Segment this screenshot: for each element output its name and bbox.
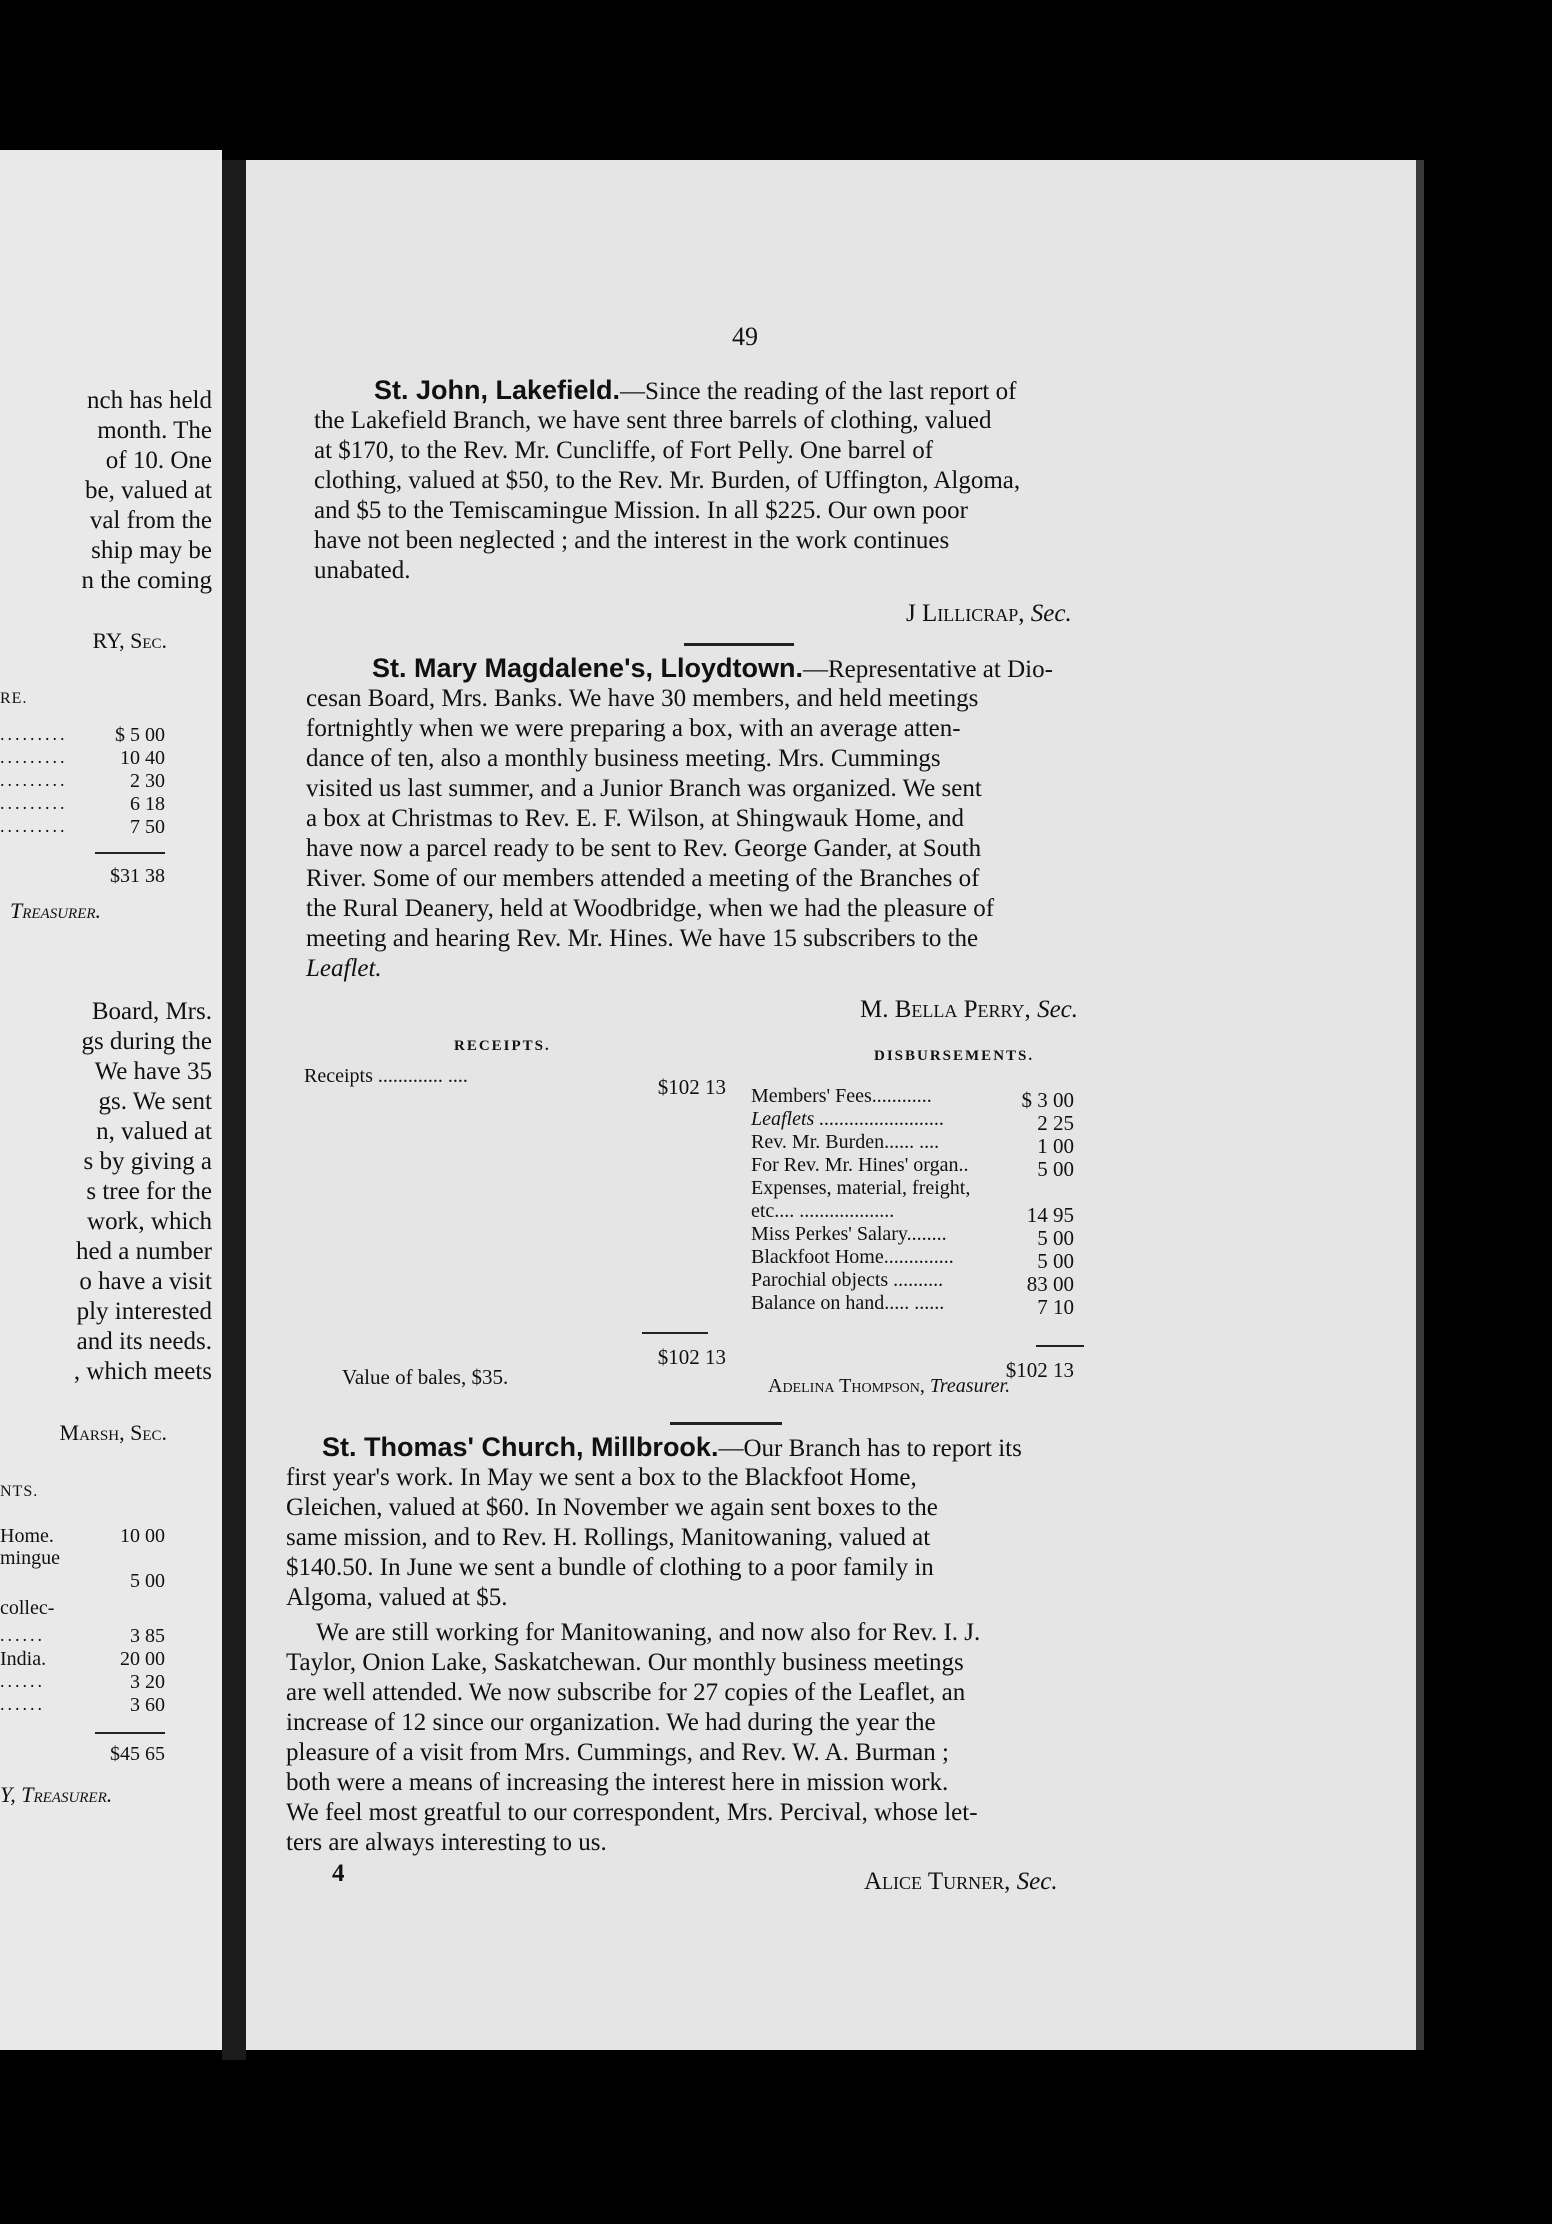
section-divider xyxy=(684,643,794,646)
paragraph-line: Leaflet. xyxy=(306,955,382,982)
disbursement-amount: 2 25 xyxy=(1037,1111,1074,1135)
left-total: $31 38 xyxy=(110,865,165,887)
paragraph-line: at $170, to the Rev. Mr. Cuncliffe, of Fort Pelly. One barrel of xyxy=(314,437,934,464)
disbursements-total: $102 13 xyxy=(1005,1358,1074,1382)
disbursement-label: Members' Fees............ xyxy=(751,1085,932,1107)
paragraph-line: the Lakefield Branch, we have sent three barrels of clothing, valued xyxy=(314,407,992,434)
left-page-fragment xyxy=(0,150,222,2050)
disbursement-amount: 5 00 xyxy=(1037,1157,1074,1181)
disbursement-amount: 14 95 xyxy=(1026,1203,1074,1227)
left-rule xyxy=(95,1732,165,1734)
signature-mark: 4 xyxy=(332,1860,345,1887)
signature xyxy=(906,600,1072,628)
page-gutter xyxy=(222,160,246,2060)
paragraph-line: ters are always interesting to us. xyxy=(286,1829,607,1856)
disbursement-label: For Rev. Mr. Hines' organ.. xyxy=(751,1154,969,1176)
left-amount: $ 5 00 xyxy=(115,724,165,746)
receipts-row-amount: $102 13 xyxy=(657,1075,726,1099)
left-line: s by giving a xyxy=(83,1148,212,1175)
section-divider xyxy=(670,1422,782,1425)
receipts-heading: RECEIPTS. xyxy=(454,1038,551,1054)
paragraph-line: cesan Board, Mrs. Banks. We have 30 members, and held meetings xyxy=(306,685,979,712)
left-line: o have a visit xyxy=(79,1268,212,1295)
left-item: ...... xyxy=(0,1694,45,1714)
left-treasurer: Treasurer. xyxy=(10,898,102,923)
left-amount: 2 30 xyxy=(130,770,165,792)
left-line: gs. We sent xyxy=(98,1088,212,1115)
left-line: be, valued at xyxy=(84,477,212,504)
left-line: nch has held xyxy=(87,387,212,414)
paragraph-line: $140.50. In June we sent a bundle of clothing to a poor family in xyxy=(286,1554,934,1581)
left-line: s tree for the xyxy=(86,1178,212,1205)
left-item: India. xyxy=(0,1648,47,1670)
disbursement-label: Miss Perkes' Salary........ xyxy=(751,1223,947,1245)
left-line: month. The xyxy=(97,417,212,444)
left-amount: 3 20 xyxy=(130,1671,165,1693)
left-treasurer: Y, Treasurer. xyxy=(0,1782,113,1807)
disbursement-amount: 1 00 xyxy=(1037,1134,1074,1158)
paragraph-line: are well attended. We now subscribe for 27 copies of the Leaflet, an xyxy=(286,1679,966,1706)
receipts-row-label: Receipts ............. .... xyxy=(304,1065,468,1087)
paragraph-line: both were a means of increasing the interest here in mission work. xyxy=(286,1769,949,1796)
left-line: hed a number xyxy=(75,1238,212,1265)
left-dots: ......... xyxy=(0,793,68,813)
left-dots: ......... xyxy=(0,724,68,744)
paragraph-line: Taylor, Onion Lake, Saskatchewan. Our monthly business meetings xyxy=(286,1649,964,1676)
left-amount: 6 18 xyxy=(130,793,165,815)
section-st-mary xyxy=(372,653,1053,684)
left-line: , which meets xyxy=(73,1358,212,1385)
left-line: and its needs. xyxy=(76,1328,212,1355)
left-amount: 10 00 xyxy=(120,1525,165,1547)
disbursement-label: Rev. Mr. Burden...... .... xyxy=(751,1131,940,1153)
page-number: 49 xyxy=(732,322,758,351)
disbursement-label: Parochial objects .......... xyxy=(751,1269,944,1291)
receipts-total-rule xyxy=(642,1332,708,1334)
paragraph-line: the Rural Deanery, held at Woodbridge, when we had the pleasure of xyxy=(306,895,995,922)
disbursement-amount: 7 10 xyxy=(1037,1295,1074,1319)
disbursements-total-rule xyxy=(1036,1345,1084,1347)
paragraph-line: —Our Branch has to report its xyxy=(718,1435,1022,1462)
left-line: work, which xyxy=(87,1208,212,1235)
paragraph-line: have now a parcel ready to be sent to Rev. George Gander, at South xyxy=(306,835,982,862)
signature-name: J Lillicrap, xyxy=(906,600,1025,627)
left-total: $45 65 xyxy=(110,1743,165,1765)
left-heading: RE. xyxy=(0,690,28,707)
left-item: collec- xyxy=(0,1597,55,1619)
signature-role: Sec. xyxy=(1030,600,1072,627)
left-item: ...... xyxy=(0,1671,45,1691)
section-heading: St. Thomas' Church, Millbrook. xyxy=(322,1432,719,1462)
left-item: ...... xyxy=(0,1625,45,1645)
left-amount: 3 85 xyxy=(130,1625,165,1647)
paragraph-line: Gleichen, valued at $60. In November we again sent boxes to the xyxy=(286,1494,938,1521)
disbursement-label: etc.... ................... xyxy=(751,1200,895,1222)
paragraph-line: clothing, valued at $50, to the Rev. Mr. Burden, of Uffington, Algoma, xyxy=(314,467,1021,494)
treasurer-name: Adelina Thompson, xyxy=(768,1375,925,1397)
paragraph-line: —Since the reading of the last report of xyxy=(620,378,1017,405)
left-line: val from the xyxy=(89,507,212,534)
left-heading: NTS. xyxy=(0,1483,39,1500)
left-amount: 20 00 xyxy=(120,1648,165,1670)
page-edge-shadow xyxy=(1416,160,1424,2050)
left-amount: 5 00 xyxy=(130,1570,165,1592)
left-line: Board, Mrs. xyxy=(91,998,212,1025)
signature xyxy=(860,996,1078,1024)
paragraph-line: have not been neglected ; and the interest in the work continues xyxy=(314,527,950,554)
left-line: n, valued at xyxy=(96,1118,212,1145)
left-line: We have 35 xyxy=(94,1058,212,1085)
section-heading: St. Mary Magdalene's, Lloydtown. xyxy=(372,653,803,683)
disbursement-label: Balance on hand..... ...... xyxy=(751,1292,945,1314)
left-rule xyxy=(95,852,165,854)
value-of-bales: Value of bales, $35. xyxy=(342,1365,509,1389)
paragraph-line: River. Some of our members attended a meeting of the Branches of xyxy=(306,865,980,892)
left-line: gs during the xyxy=(81,1028,212,1055)
signature-name: M. Bella Perry, xyxy=(860,996,1031,1023)
signature-name: Alice Turner, xyxy=(864,1868,1011,1895)
left-signature: RY, Sec. xyxy=(92,628,167,653)
left-dots: ......... xyxy=(0,816,68,836)
disbursement-label: Expenses, material, freight, xyxy=(751,1177,971,1199)
section-st-thomas xyxy=(322,1432,1022,1463)
disbursement-amount: 5 00 xyxy=(1037,1226,1074,1250)
left-line: ship may be xyxy=(91,537,212,564)
signature-role: Sec. xyxy=(1037,996,1079,1023)
paragraph-line: visited us last summer, and a Junior Branch was organized. We sent xyxy=(306,775,982,802)
paragraph-line: a box at Christmas to Rev. E. F. Wilson, at Shingwauk Home, and xyxy=(306,805,965,832)
left-item: Home. xyxy=(0,1525,54,1547)
disbursement-amount: $ 3 00 xyxy=(1021,1088,1074,1112)
section-st-john xyxy=(374,375,1016,406)
paragraph-line: fortnightly when we were preparing a box, with an average atten- xyxy=(306,715,961,742)
paragraph-line: meeting and hearing Rev. Mr. Hines. We have 15 subscribers to the xyxy=(306,925,979,952)
left-amount: 7 50 xyxy=(130,816,165,838)
left-dots: ......... xyxy=(0,770,68,790)
signature xyxy=(864,1868,1058,1896)
disbursement-amount: 83 00 xyxy=(1026,1272,1074,1296)
left-line: n the coming xyxy=(81,567,212,594)
section-heading: St. John, Lakefield. xyxy=(374,375,621,405)
left-amount: 3 60 xyxy=(130,1694,165,1716)
disbursements-heading: DISBURSEMENTS. xyxy=(874,1048,1035,1064)
paragraph-line: pleasure of a visit from Mrs. Cummings, and Rev. W. A. Burman ; xyxy=(286,1739,949,1766)
paragraph-line: We are still working for Manitowaning, and now also for Rev. I. J. xyxy=(316,1619,981,1646)
paragraph-line: and $5 to the Temiscamingue Mission. In all $225. Our own poor xyxy=(314,497,968,524)
disbursement-label: Blackfoot Home.............. xyxy=(751,1246,954,1268)
left-signature: Marsh, Sec. xyxy=(59,1420,167,1445)
paragraph-line: Algoma, valued at $5. xyxy=(286,1584,508,1611)
treasurer-role: Treasurer. xyxy=(929,1375,1011,1397)
paragraph-line: unabated. xyxy=(314,557,411,584)
paragraph-line: We feel most greatful to our correspondent, Mrs. Percival, whose let- xyxy=(286,1799,978,1826)
paragraph-line: dance of ten, also a monthly business meeting. Mrs. Cummings xyxy=(306,745,941,772)
paragraph-line: increase of 12 since our organization. We had during the year the xyxy=(286,1709,936,1736)
left-amount: 10 40 xyxy=(120,747,165,769)
paragraph-line: first year's work. In May we sent a box to the Blackfoot Home, xyxy=(286,1464,917,1491)
paragraph-line: —Representative at Dio- xyxy=(803,656,1053,683)
left-line: of 10. One xyxy=(105,447,212,474)
receipts-total: $102 13 xyxy=(657,1345,726,1369)
left-dots: ......... xyxy=(0,747,68,767)
paragraph-line: same mission, and to Rev. H. Rollings, Manitowaning, valued at xyxy=(286,1524,931,1551)
disbursement-label: Leaflets ......................... xyxy=(751,1108,945,1130)
main-page xyxy=(246,160,1416,2050)
disbursement-amount: 5 00 xyxy=(1037,1249,1074,1273)
signature-role: Sec. xyxy=(1016,1868,1058,1895)
left-line: ply interested xyxy=(76,1298,212,1325)
left-item: mingue xyxy=(0,1547,60,1569)
treasurer-signature xyxy=(768,1375,1010,1398)
